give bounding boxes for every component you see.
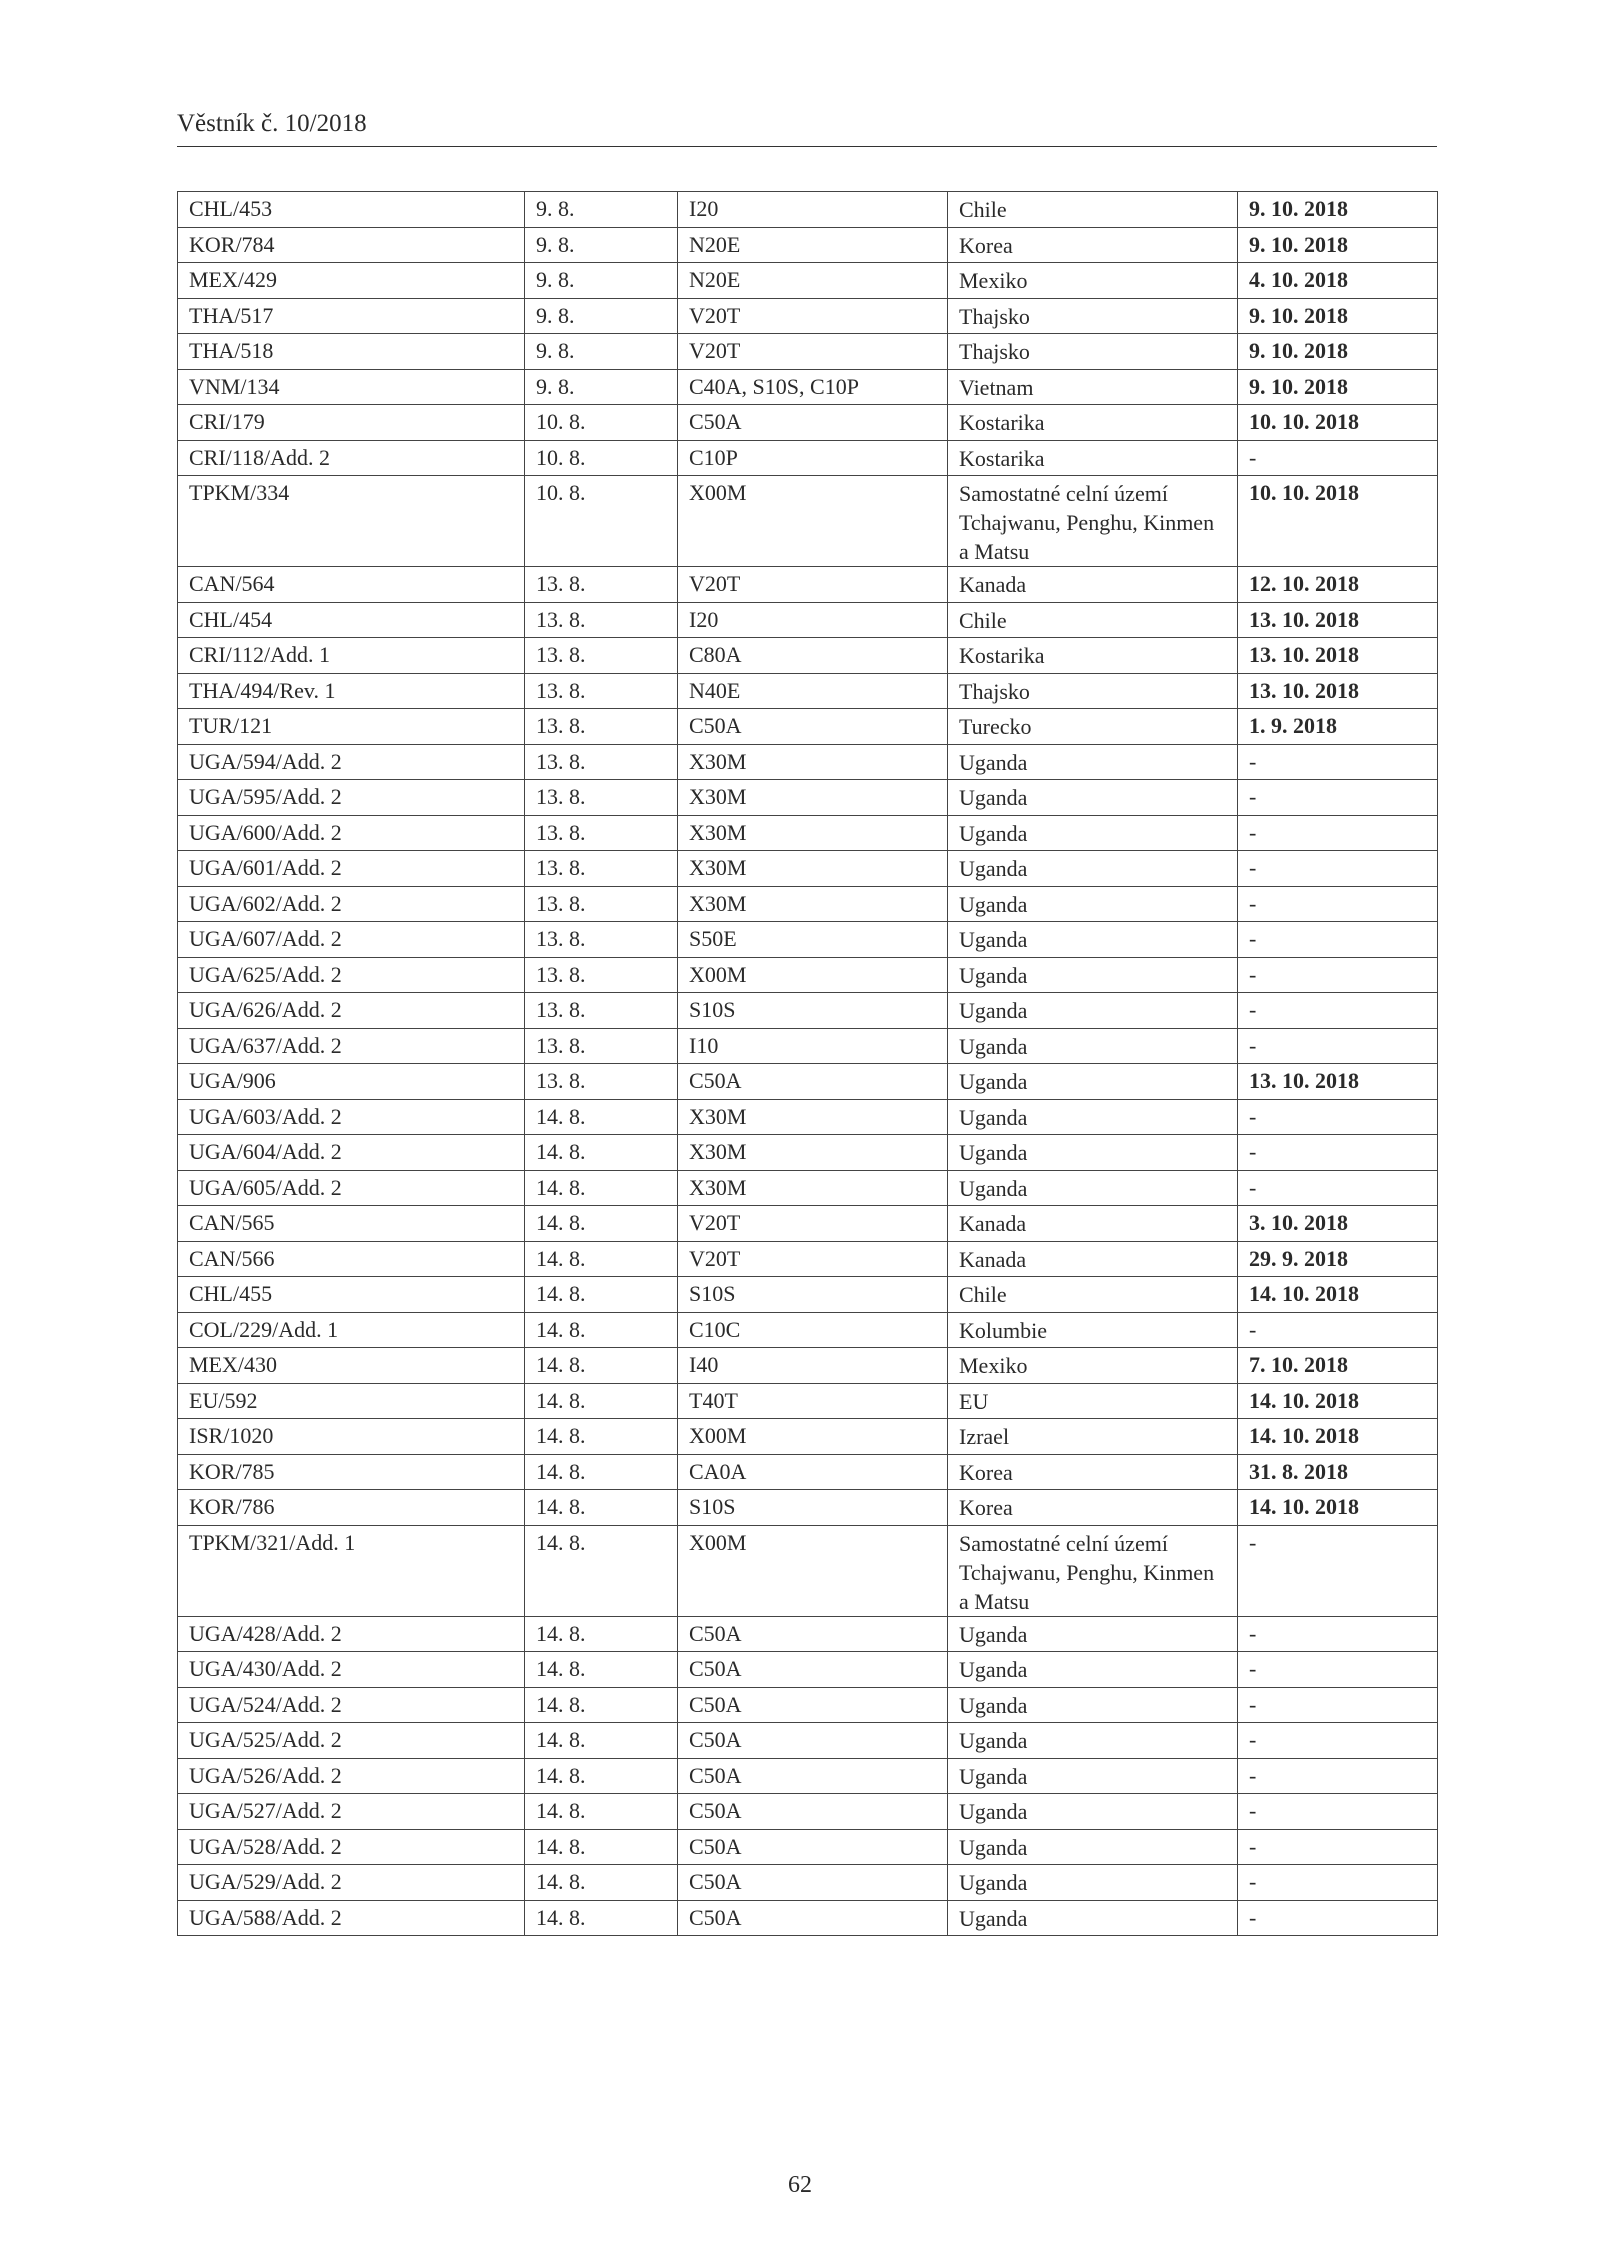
effective-date-cell: 1. 9. 2018 — [1238, 709, 1438, 745]
table-row — [178, 1687, 1438, 1723]
product-code-cell: I10 — [678, 1028, 948, 1064]
document-code-cell: TPKM/334 — [178, 476, 525, 567]
date-cell: 9. 8. — [525, 263, 678, 299]
document-code-cell: UGA/637/Add. 2 — [178, 1028, 525, 1064]
product-code-cell: V20T — [678, 1241, 948, 1277]
date-cell: 13. 8. — [525, 673, 678, 709]
table-row — [178, 1206, 1438, 1242]
table-row — [178, 957, 1438, 993]
product-code-cell: X00M — [678, 1419, 948, 1455]
product-code-cell: X00M — [678, 1525, 948, 1616]
product-code-cell: V20T — [678, 567, 948, 603]
table-row — [178, 1064, 1438, 1100]
document-code-cell: CRI/179 — [178, 405, 525, 441]
country-cell: Uganda — [948, 1616, 1238, 1652]
country-cell: Chile — [948, 1277, 1238, 1313]
country-cell: Uganda — [948, 851, 1238, 887]
date-cell: 13. 8. — [525, 851, 678, 887]
effective-date-cell: - — [1238, 886, 1438, 922]
document-code-cell: CAN/565 — [178, 1206, 525, 1242]
date-cell: 14. 8. — [525, 1170, 678, 1206]
date-cell: 13. 8. — [525, 602, 678, 638]
effective-date-cell: 13. 10. 2018 — [1238, 1064, 1438, 1100]
document-code-cell: KOR/785 — [178, 1454, 525, 1490]
country-cell: Vietnam — [948, 369, 1238, 405]
country-cell: Kostarika — [948, 440, 1238, 476]
product-code-cell: CA0A — [678, 1454, 948, 1490]
table-row — [178, 1616, 1438, 1652]
date-cell: 14. 8. — [525, 1687, 678, 1723]
product-code-cell: S10S — [678, 993, 948, 1029]
country-cell: Kanada — [948, 567, 1238, 603]
effective-date-cell: 9. 10. 2018 — [1238, 298, 1438, 334]
country-cell: Chile — [948, 192, 1238, 228]
country-cell: Samostatné celní území Tchajwanu, Penghu, Kinmen a Matsu — [948, 476, 1238, 567]
country-cell: Turecko — [948, 709, 1238, 745]
product-code-cell: C50A — [678, 1652, 948, 1688]
product-code-cell: S10S — [678, 1277, 948, 1313]
document-code-cell: UGA/603/Add. 2 — [178, 1099, 525, 1135]
table-row — [178, 1170, 1438, 1206]
effective-date-cell: - — [1238, 815, 1438, 851]
effective-date-cell: - — [1238, 1829, 1438, 1865]
table-row — [178, 744, 1438, 780]
date-cell: 14. 8. — [525, 1241, 678, 1277]
document-code-cell: TPKM/321/Add. 1 — [178, 1525, 525, 1616]
effective-date-cell: 14. 10. 2018 — [1238, 1383, 1438, 1419]
country-cell: Kolumbie — [948, 1312, 1238, 1348]
country-cell: Uganda — [948, 886, 1238, 922]
document-code-cell: UGA/595/Add. 2 — [178, 780, 525, 816]
product-code-cell: V20T — [678, 1206, 948, 1242]
date-cell: 14. 8. — [525, 1758, 678, 1794]
document-code-cell: UGA/430/Add. 2 — [178, 1652, 525, 1688]
document-code-cell: UGA/588/Add. 2 — [178, 1900, 525, 1936]
effective-date-cell: - — [1238, 1794, 1438, 1830]
product-code-cell: N20E — [678, 263, 948, 299]
effective-date-cell: - — [1238, 1900, 1438, 1936]
table-row — [178, 1490, 1438, 1526]
country-cell: Uganda — [948, 1723, 1238, 1759]
table-row — [178, 1900, 1438, 1936]
table-row — [178, 476, 1438, 567]
table-row — [178, 1135, 1438, 1171]
country-cell: Uganda — [948, 1028, 1238, 1064]
date-cell: 13. 8. — [525, 1064, 678, 1100]
effective-date-cell: 14. 10. 2018 — [1238, 1277, 1438, 1313]
country-cell: Thajsko — [948, 673, 1238, 709]
date-cell: 9. 8. — [525, 334, 678, 370]
table-row — [178, 638, 1438, 674]
table-row — [178, 851, 1438, 887]
country-cell: Uganda — [948, 957, 1238, 993]
document-code-cell: UGA/525/Add. 2 — [178, 1723, 525, 1759]
date-cell: 9. 8. — [525, 227, 678, 263]
page-header — [177, 112, 1437, 147]
country-cell: Uganda — [948, 1687, 1238, 1723]
table-row — [178, 1525, 1438, 1616]
date-cell: 14. 8. — [525, 1652, 678, 1688]
product-code-cell: I20 — [678, 602, 948, 638]
date-cell: 14. 8. — [525, 1490, 678, 1526]
table-row — [178, 1652, 1438, 1688]
product-code-cell: T40T — [678, 1383, 948, 1419]
product-code-cell: C40A, S10S, C10P — [678, 369, 948, 405]
product-code-cell: S50E — [678, 922, 948, 958]
table-body — [178, 192, 1438, 1936]
product-code-cell: C50A — [678, 1794, 948, 1830]
country-cell: Uganda — [948, 1064, 1238, 1100]
date-cell: 10. 8. — [525, 476, 678, 567]
document-code-cell: CAN/564 — [178, 567, 525, 603]
effective-date-cell: - — [1238, 1616, 1438, 1652]
table-row — [178, 1099, 1438, 1135]
effective-date-cell: 29. 9. 2018 — [1238, 1241, 1438, 1277]
country-cell: Uganda — [948, 1758, 1238, 1794]
table-row — [178, 1723, 1438, 1759]
table-row — [178, 1865, 1438, 1901]
effective-date-cell: - — [1238, 922, 1438, 958]
product-code-cell: C50A — [678, 1616, 948, 1652]
date-cell: 10. 8. — [525, 440, 678, 476]
date-cell: 13. 8. — [525, 993, 678, 1029]
date-cell: 14. 8. — [525, 1383, 678, 1419]
country-cell: Mexiko — [948, 1348, 1238, 1384]
country-cell: Uganda — [948, 780, 1238, 816]
table-row — [178, 922, 1438, 958]
country-cell: Kanada — [948, 1241, 1238, 1277]
date-cell: 14. 8. — [525, 1348, 678, 1384]
effective-date-cell: 3. 10. 2018 — [1238, 1206, 1438, 1242]
product-code-cell: X30M — [678, 744, 948, 780]
product-code-cell: X00M — [678, 476, 948, 567]
date-cell: 14. 8. — [525, 1865, 678, 1901]
country-cell: Korea — [948, 227, 1238, 263]
date-cell: 14. 8. — [525, 1099, 678, 1135]
effective-date-cell: 13. 10. 2018 — [1238, 602, 1438, 638]
effective-date-cell: 10. 10. 2018 — [1238, 405, 1438, 441]
date-cell: 14. 8. — [525, 1829, 678, 1865]
date-cell: 13. 8. — [525, 922, 678, 958]
country-cell: Izrael — [948, 1419, 1238, 1455]
table-row — [178, 369, 1438, 405]
country-cell: Uganda — [948, 1652, 1238, 1688]
document-code-cell: UGA/600/Add. 2 — [178, 815, 525, 851]
date-cell: 14. 8. — [525, 1419, 678, 1455]
table-row — [178, 709, 1438, 745]
effective-date-cell: - — [1238, 993, 1438, 1029]
effective-date-cell: - — [1238, 1312, 1438, 1348]
product-code-cell: X30M — [678, 780, 948, 816]
date-cell: 13. 8. — [525, 886, 678, 922]
product-code-cell: C80A — [678, 638, 948, 674]
effective-date-cell: - — [1238, 1135, 1438, 1171]
document-code-cell: CRI/118/Add. 2 — [178, 440, 525, 476]
country-cell: Uganda — [948, 744, 1238, 780]
country-cell: Mexiko — [948, 263, 1238, 299]
country-cell: Uganda — [948, 815, 1238, 851]
table-row — [178, 1241, 1438, 1277]
document-code-cell: KOR/786 — [178, 1490, 525, 1526]
effective-date-cell: - — [1238, 1865, 1438, 1901]
effective-date-cell: 12. 10. 2018 — [1238, 567, 1438, 603]
product-code-cell: C50A — [678, 1900, 948, 1936]
document-code-cell: UGA/906 — [178, 1064, 525, 1100]
document-code-cell: UGA/602/Add. 2 — [178, 886, 525, 922]
table-row — [178, 886, 1438, 922]
product-code-cell: N40E — [678, 673, 948, 709]
table-row — [178, 440, 1438, 476]
effective-date-cell: 13. 10. 2018 — [1238, 673, 1438, 709]
table-row — [178, 1758, 1438, 1794]
product-code-cell: C50A — [678, 1758, 948, 1794]
effective-date-cell: - — [1238, 957, 1438, 993]
effective-date-cell: - — [1238, 1687, 1438, 1723]
product-code-cell: C50A — [678, 1829, 948, 1865]
document-code-cell: UGA/601/Add. 2 — [178, 851, 525, 887]
product-code-cell: I40 — [678, 1348, 948, 1384]
country-cell: Uganda — [948, 1865, 1238, 1901]
document-code-cell: UGA/604/Add. 2 — [178, 1135, 525, 1171]
product-code-cell: X30M — [678, 1135, 948, 1171]
date-cell: 10. 8. — [525, 405, 678, 441]
document-code-cell: UGA/428/Add. 2 — [178, 1616, 525, 1652]
effective-date-cell: 9. 10. 2018 — [1238, 369, 1438, 405]
product-code-cell: V20T — [678, 298, 948, 334]
page-number: 62 — [788, 2172, 812, 2198]
date-cell: 14. 8. — [525, 1794, 678, 1830]
date-cell: 14. 8. — [525, 1616, 678, 1652]
country-cell: Uganda — [948, 1135, 1238, 1171]
date-cell: 13. 8. — [525, 957, 678, 993]
journal-title: Věstník č. 10/2018 — [177, 110, 367, 137]
date-cell: 14. 8. — [525, 1312, 678, 1348]
date-cell: 14. 8. — [525, 1723, 678, 1759]
product-code-cell: X00M — [678, 957, 948, 993]
date-cell: 14. 8. — [525, 1135, 678, 1171]
document-code-cell: THA/518 — [178, 334, 525, 370]
effective-date-cell: - — [1238, 1099, 1438, 1135]
document-code-cell: CAN/566 — [178, 1241, 525, 1277]
product-code-cell: N20E — [678, 227, 948, 263]
country-cell: Uganda — [948, 922, 1238, 958]
product-code-cell: C10P — [678, 440, 948, 476]
document-code-cell: CHL/455 — [178, 1277, 525, 1313]
document-code-cell: THA/517 — [178, 298, 525, 334]
document-code-cell: COL/229/Add. 1 — [178, 1312, 525, 1348]
document-code-cell: UGA/594/Add. 2 — [178, 744, 525, 780]
product-code-cell: C10C — [678, 1312, 948, 1348]
effective-date-cell: - — [1238, 780, 1438, 816]
document-code-cell: UGA/605/Add. 2 — [178, 1170, 525, 1206]
table-row — [178, 1383, 1438, 1419]
table-row — [178, 405, 1438, 441]
document-code-cell: UGA/524/Add. 2 — [178, 1687, 525, 1723]
table-row — [178, 993, 1438, 1029]
product-code-cell: C50A — [678, 1865, 948, 1901]
effective-date-cell: - — [1238, 1525, 1438, 1616]
table-row — [178, 780, 1438, 816]
date-cell: 13. 8. — [525, 709, 678, 745]
effective-date-cell: - — [1238, 1652, 1438, 1688]
table-row — [178, 815, 1438, 851]
document-code-cell: UGA/607/Add. 2 — [178, 922, 525, 958]
document-code-cell: UGA/529/Add. 2 — [178, 1865, 525, 1901]
country-cell: Kostarika — [948, 405, 1238, 441]
date-cell: 14. 8. — [525, 1900, 678, 1936]
product-code-cell: X30M — [678, 886, 948, 922]
document-code-cell: MEX/430 — [178, 1348, 525, 1384]
country-cell: Uganda — [948, 1794, 1238, 1830]
date-cell: 14. 8. — [525, 1454, 678, 1490]
document-code-cell: UGA/526/Add. 2 — [178, 1758, 525, 1794]
date-cell: 9. 8. — [525, 298, 678, 334]
table-row — [178, 673, 1438, 709]
notifications-table — [177, 191, 1438, 1936]
date-cell: 13. 8. — [525, 780, 678, 816]
document-code-cell: TUR/121 — [178, 709, 525, 745]
country-cell: Uganda — [948, 1170, 1238, 1206]
document-code-cell: THA/494/Rev. 1 — [178, 673, 525, 709]
document-code-cell: KOR/784 — [178, 227, 525, 263]
table-row — [178, 263, 1438, 299]
date-cell: 14. 8. — [525, 1525, 678, 1616]
document-code-cell: EU/592 — [178, 1383, 525, 1419]
table-row — [178, 1028, 1438, 1064]
table-row — [178, 334, 1438, 370]
country-cell: Korea — [948, 1454, 1238, 1490]
table-row — [178, 1312, 1438, 1348]
table-row — [178, 1277, 1438, 1313]
date-cell: 9. 8. — [525, 369, 678, 405]
date-cell: 13. 8. — [525, 815, 678, 851]
product-code-cell: X30M — [678, 815, 948, 851]
document-code-cell: CRI/112/Add. 1 — [178, 638, 525, 674]
country-cell: Thajsko — [948, 298, 1238, 334]
country-cell: Samostatné celní území Tchajwanu, Penghu, Kinmen a Matsu — [948, 1525, 1238, 1616]
date-cell: 13. 8. — [525, 744, 678, 780]
effective-date-cell: 13. 10. 2018 — [1238, 638, 1438, 674]
document-code-cell: UGA/528/Add. 2 — [178, 1829, 525, 1865]
table-row — [178, 1348, 1438, 1384]
table-row — [178, 567, 1438, 603]
country-cell: Chile — [948, 602, 1238, 638]
effective-date-cell: 4. 10. 2018 — [1238, 263, 1438, 299]
country-cell: Korea — [948, 1490, 1238, 1526]
document-code-cell: MEX/429 — [178, 263, 525, 299]
product-code-cell: S10S — [678, 1490, 948, 1526]
table-row — [178, 1829, 1438, 1865]
effective-date-cell: 14. 10. 2018 — [1238, 1490, 1438, 1526]
document-code-cell: CHL/453 — [178, 192, 525, 228]
country-cell: Uganda — [948, 1099, 1238, 1135]
table-row — [178, 1454, 1438, 1490]
product-code-cell: X30M — [678, 1099, 948, 1135]
effective-date-cell: 9. 10. 2018 — [1238, 227, 1438, 263]
table-row — [178, 298, 1438, 334]
table-row — [178, 1794, 1438, 1830]
country-cell: Uganda — [948, 993, 1238, 1029]
date-cell: 14. 8. — [525, 1277, 678, 1313]
date-cell: 13. 8. — [525, 638, 678, 674]
country-cell: Uganda — [948, 1829, 1238, 1865]
country-cell: Thajsko — [948, 334, 1238, 370]
effective-date-cell: - — [1238, 744, 1438, 780]
effective-date-cell: 9. 10. 2018 — [1238, 334, 1438, 370]
effective-date-cell: - — [1238, 851, 1438, 887]
country-cell: Kostarika — [948, 638, 1238, 674]
effective-date-cell: - — [1238, 440, 1438, 476]
country-cell: Kanada — [948, 1206, 1238, 1242]
effective-date-cell: - — [1238, 1723, 1438, 1759]
document-code-cell: UGA/626/Add. 2 — [178, 993, 525, 1029]
table-row — [178, 602, 1438, 638]
date-cell: 14. 8. — [525, 1206, 678, 1242]
country-cell: Uganda — [948, 1900, 1238, 1936]
product-code-cell: I20 — [678, 192, 948, 228]
date-cell: 13. 8. — [525, 567, 678, 603]
table-row — [178, 1419, 1438, 1455]
date-cell: 13. 8. — [525, 1028, 678, 1064]
effective-date-cell: - — [1238, 1170, 1438, 1206]
effective-date-cell: 9. 10. 2018 — [1238, 192, 1438, 228]
document-code-cell: VNM/134 — [178, 369, 525, 405]
document-code-cell: ISR/1020 — [178, 1419, 525, 1455]
document-code-cell: CHL/454 — [178, 602, 525, 638]
product-code-cell: C50A — [678, 709, 948, 745]
country-cell: EU — [948, 1383, 1238, 1419]
table-row — [178, 192, 1438, 228]
product-code-cell: C50A — [678, 405, 948, 441]
document-code-cell: UGA/527/Add. 2 — [178, 1794, 525, 1830]
effective-date-cell: 31. 8. 2018 — [1238, 1454, 1438, 1490]
product-code-cell: C50A — [678, 1687, 948, 1723]
effective-date-cell: 10. 10. 2018 — [1238, 476, 1438, 567]
product-code-cell: C50A — [678, 1723, 948, 1759]
effective-date-cell: - — [1238, 1758, 1438, 1794]
effective-date-cell: 14. 10. 2018 — [1238, 1419, 1438, 1455]
table-row — [178, 227, 1438, 263]
product-code-cell: X30M — [678, 1170, 948, 1206]
product-code-cell: X30M — [678, 851, 948, 887]
product-code-cell: V20T — [678, 334, 948, 370]
date-cell: 9. 8. — [525, 192, 678, 228]
document-code-cell: UGA/625/Add. 2 — [178, 957, 525, 993]
effective-date-cell: 7. 10. 2018 — [1238, 1348, 1438, 1384]
product-code-cell: C50A — [678, 1064, 948, 1100]
effective-date-cell: - — [1238, 1028, 1438, 1064]
